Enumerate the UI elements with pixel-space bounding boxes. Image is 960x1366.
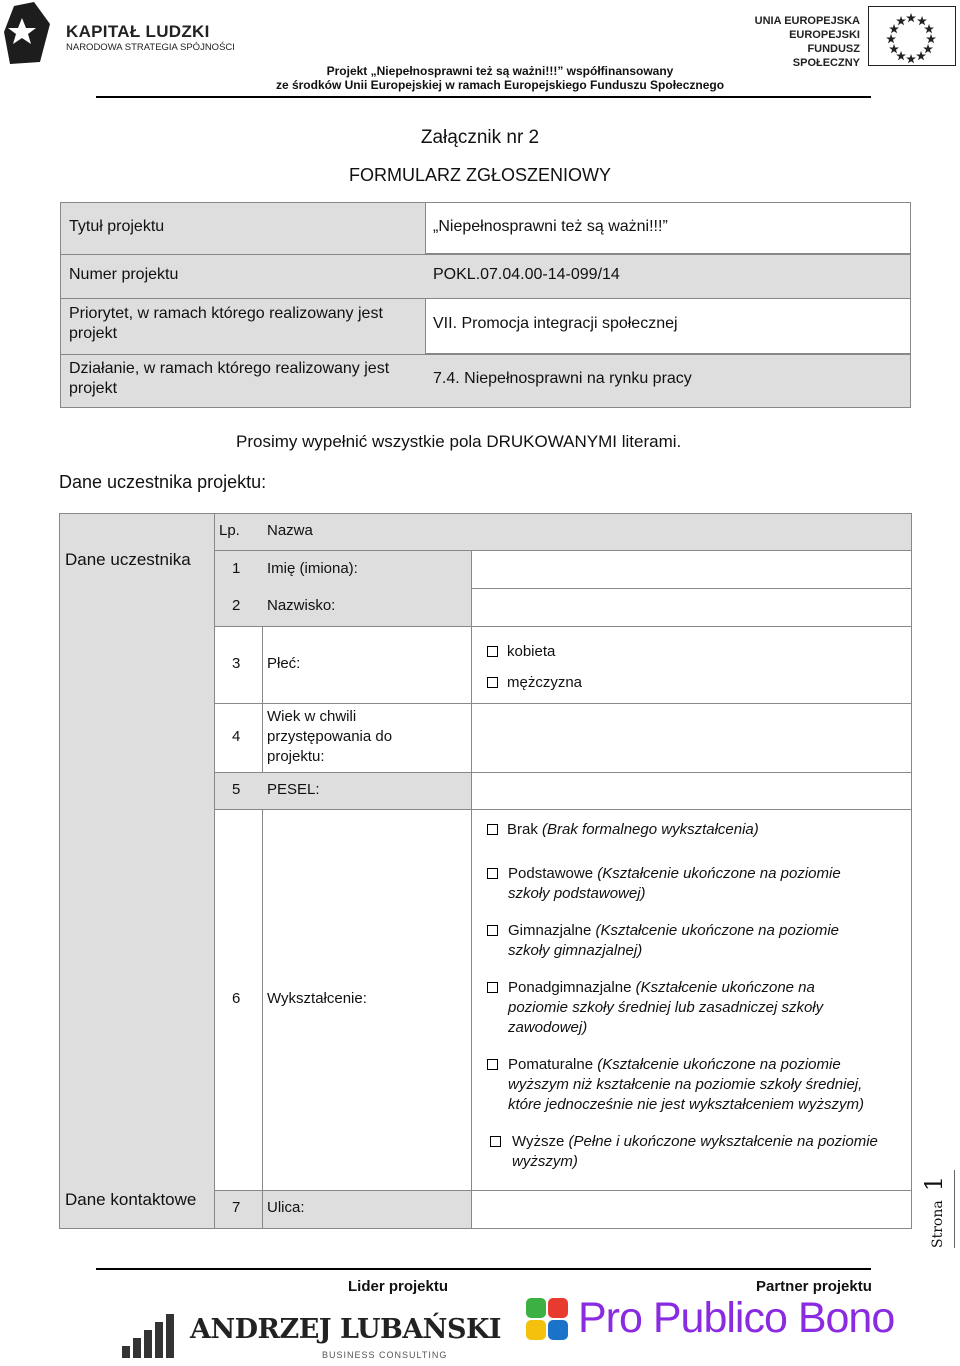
page-number: 1: [920, 1175, 948, 1192]
svg-text:★: ★: [889, 44, 899, 54]
checkbox-icon[interactable]: [490, 1136, 501, 1147]
leader-label: Lider projektu: [348, 1278, 449, 1295]
education-option-none[interactable]: [487, 820, 902, 840]
row-4-lp: 4: [232, 728, 241, 745]
row-3-label-cell: [214, 626, 472, 704]
page-marker: [920, 1170, 960, 1250]
education-detail-label: (Brak formalnego wykształcenia): [542, 821, 759, 838]
info-value-priority: VII. Promocja integracji społecznej: [433, 315, 678, 332]
page-label: Strona: [930, 1200, 946, 1248]
gender-option-female[interactable]: [487, 642, 902, 662]
education-detail-label: (Kształcenie ukończone na poziomie szkoły podstawowej): [508, 865, 841, 902]
info-label-number: Numer projektu: [69, 266, 179, 283]
education-detail-label: (Kształcenie ukończone na poziomie szkoły średniej lub zasadniczej szkoły zawodowej): [508, 979, 824, 1036]
gender-option-male[interactable]: [487, 673, 902, 693]
info-divider-1: [60, 254, 911, 255]
gender-male-label: mężczyzna: [507, 674, 583, 691]
svg-text:★: ★: [906, 54, 916, 64]
kapital-ludzki-emblem-icon: [4, 2, 52, 68]
value-cell-7[interactable]: [471, 1190, 912, 1229]
project-line-2: ze środków Unii Europejskiej w ramach Europejskiego Funduszu Społecznego: [275, 78, 725, 92]
row-6-name: Wykształcenie:: [267, 990, 367, 1007]
education-main-label: Wyższe: [512, 1133, 569, 1150]
value-cell-4[interactable]: [471, 703, 912, 773]
logo-right-line2: EUROPEJSKI: [789, 29, 860, 41]
row-1-lp: 1: [232, 560, 241, 577]
eu-flag-icon: [868, 6, 956, 66]
checkbox-icon[interactable]: [487, 677, 498, 688]
education-main-label: Ponadgimnazjalne: [508, 979, 636, 996]
svg-text:★: ★: [889, 24, 899, 34]
checkbox-icon[interactable]: [487, 1059, 498, 1070]
svg-text:★: ★: [896, 51, 906, 61]
leader-logo: [122, 1308, 502, 1364]
svg-text:★: ★: [896, 16, 906, 26]
info-value-title: „Niepełnosprawni też są ważni!!!”: [433, 218, 668, 235]
eu-logo-text: [738, 14, 860, 70]
checkbox-icon[interactable]: [487, 868, 498, 879]
svg-text:★: ★: [886, 34, 896, 44]
logo-left-subtitle: NARODOWA STRATEGIA SPÓJNOŚCI: [66, 42, 235, 53]
gender-female-label: kobieta: [507, 643, 556, 660]
svg-text:★: ★: [923, 44, 933, 54]
checkbox-icon[interactable]: [487, 925, 498, 936]
row-2-name: Nazwisko:: [267, 597, 336, 614]
section-title: Dane uczestnika projektu:: [59, 472, 267, 492]
svg-text:★: ★: [924, 24, 934, 34]
logo-right-line1: UNIA EUROPEJSKA: [754, 15, 860, 27]
row-3-4-separator: [262, 626, 263, 773]
checkbox-icon[interactable]: [487, 824, 498, 835]
group-column: [59, 513, 215, 1229]
value-cell-5[interactable]: [471, 772, 912, 810]
kapital-ludzki-logo: [4, 2, 234, 68]
education-option-secondary[interactable]: [487, 978, 872, 1038]
row-1-name: Imię (imiona):: [267, 560, 358, 577]
education-main-label: Podstawowe: [508, 865, 598, 882]
education-main-label: Gimnazjalne: [508, 922, 596, 939]
row-2-lp: 2: [232, 597, 241, 614]
row-5-lp: 5: [232, 781, 241, 798]
row-7-label-cell: [214, 1190, 472, 1229]
partner-logo-name: Pro Publico Bono: [578, 1294, 895, 1342]
info-divider-3: [60, 354, 911, 355]
row-6-lp: 6: [232, 990, 241, 1007]
group-label-participant: Dane uczestnika: [65, 550, 191, 569]
education-option-postsecondary[interactable]: [487, 1055, 897, 1115]
annex-title: Załącznik nr 2: [420, 127, 540, 148]
form-title: FORMULARZ ZGŁOSZENIOWY: [348, 165, 611, 185]
row-6-separator: [262, 809, 263, 1191]
table-header-row: [214, 513, 912, 551]
education-main-label: Pomaturalne: [508, 1056, 598, 1073]
logo-left-title: KAPITAŁ LUDZKI: [66, 22, 210, 41]
value-cell-1[interactable]: [471, 550, 912, 589]
checkbox-icon[interactable]: [487, 982, 498, 993]
partner-logo: [524, 1294, 895, 1350]
row-7-separator: [262, 1190, 263, 1229]
info-label-action: Działanie, w ramach którego realizowany jest projekt: [69, 360, 390, 397]
education-detail-label: (Kształcenie ukończone na poziomie wyższym niż kształcenie na poziomie szkoły średniej, które jednocześnie nie jest wykształceniem wyższym): [508, 1056, 864, 1113]
row-7-lp: 7: [232, 1199, 241, 1216]
column-header-name: Nazwa: [267, 522, 313, 539]
svg-text:★: ★: [917, 16, 927, 26]
group-label-contact: Dane kontaktowe: [65, 1190, 197, 1209]
partner-label: Partner projektu: [756, 1278, 872, 1295]
header-divider: [96, 96, 871, 98]
info-value-action: 7.4. Niepełnosprawni na rynku pracy: [433, 370, 692, 387]
education-option-primary[interactable]: [487, 864, 872, 904]
info-label-title: Tytuł projektu: [69, 218, 165, 235]
leader-logo-name: ANDRZEJ LUBAŃSKI: [190, 1314, 502, 1345]
project-line-1: Projekt „Niepełnosprawni też są ważni!!!” współfinansowany: [326, 64, 674, 78]
info-divider-2: [60, 298, 911, 299]
instruction-text: Prosimy wypełnić wszystkie pola DRUKOWANYMI literami.: [236, 432, 682, 451]
row-3-lp: 3: [232, 655, 241, 672]
column-header-lp: Lp.: [219, 522, 240, 539]
value-cell-2[interactable]: [471, 588, 912, 627]
info-value-number: POKL.07.04.00-14-099/14: [433, 266, 620, 283]
puzzle-logo-icon: [524, 1296, 572, 1344]
education-detail-label: (Pełne i ukończone wykształcenie na poziomie wyższym): [512, 1133, 878, 1170]
leader-logo-sub: BUSINESS CONSULTING: [322, 1350, 448, 1360]
bar-chart-logo-icon: [122, 1310, 184, 1358]
education-option-higher[interactable]: [490, 1132, 908, 1172]
row-4-name: Wiek w chwili przystępowania do projektu:: [267, 708, 393, 765]
info-label-priority: Priorytet, w ramach którego realizowany jest projekt: [69, 305, 383, 342]
svg-text:★: ★: [906, 13, 916, 23]
row-3-name: Płeć:: [267, 655, 301, 672]
svg-text:★: ★: [916, 51, 926, 61]
svg-text:★: ★: [926, 34, 936, 44]
logo-right-line3: FUNDUSZ SPOŁECZNY: [792, 43, 860, 69]
row-5-name: PESEL:: [267, 781, 320, 798]
footer-divider: [96, 1268, 871, 1270]
checkbox-icon[interactable]: [487, 646, 498, 657]
education-detail-label: (Kształcenie ukończone na poziomie szkoły gimnazjalnej): [508, 922, 840, 959]
row-7-name: Ulica:: [267, 1199, 305, 1216]
education-option-gymnasium[interactable]: [487, 921, 872, 961]
page-marker-line: [954, 1170, 955, 1248]
education-main-label: Brak: [507, 821, 543, 838]
